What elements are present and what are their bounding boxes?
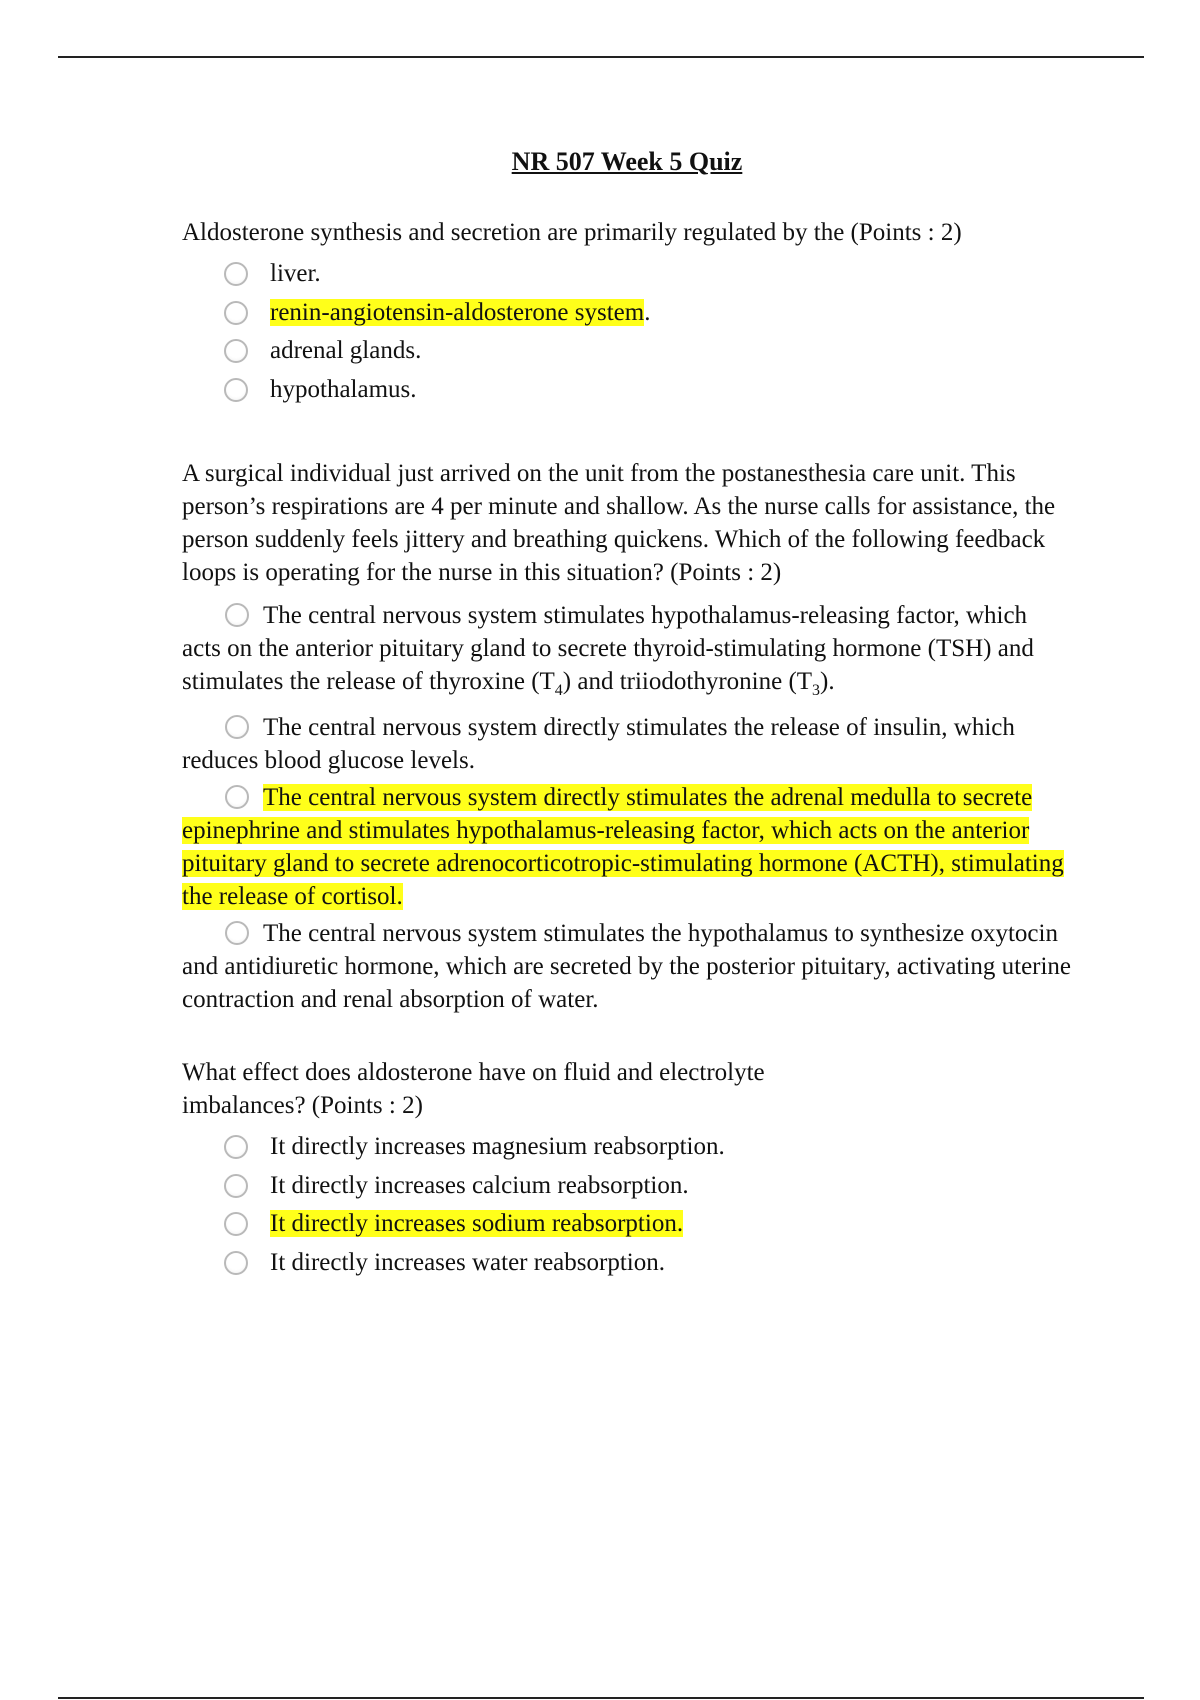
- question-1-option-b[interactable]: [182, 294, 1072, 333]
- option-label-highlighted: The central nervous system directly stimulates the adrenal medulla to secrete epinephrine and stimulates hypothalamus-releasing factor, which acts on the anterior pituitary gland to secrete adrenocorticotropic-stimulating hormone (ACTH), stimulating the release of cortisol.: [182, 784, 1064, 910]
- radio-button-icon[interactable]: [225, 785, 249, 809]
- page-title: NR 507 Week 5 Quiz: [511, 147, 743, 176]
- question-1-option-d[interactable]: [182, 371, 1072, 410]
- option-label-end: ).: [820, 668, 835, 695]
- option-label-period: .: [644, 298, 651, 326]
- radio-button-icon[interactable]: [224, 1174, 248, 1198]
- question-3: [182, 1056, 1072, 1282]
- question-2: [182, 457, 1072, 1016]
- radio-button-icon[interactable]: [225, 921, 249, 945]
- question-1: [182, 216, 1072, 409]
- option-label-highlighted: renin-angiotensin-aldosterone system: [270, 298, 645, 326]
- option-label: adrenal glands.: [270, 337, 422, 364]
- question-2-prompt: A surgical individual just arrived on the unit from the postanesthesia care unit. This person’s respirations are 4 per minute and shallow. As the nurse calls for assistance, the person suddenly feels jittery and breathing quickens. Which of the following feedback loops is operating for the nurse in this situation? (Points : 2): [182, 460, 1056, 586]
- question-1-option-a[interactable]: [182, 255, 1072, 294]
- option-label-highlighted: It directly increases sodium reabsorption.: [270, 1210, 684, 1237]
- question-2-option-a[interactable]: [182, 599, 1072, 707]
- question-1-option-c[interactable]: [182, 332, 1072, 371]
- bottom-rule: [58, 1697, 1144, 1699]
- question-2-option-b[interactable]: [182, 711, 1072, 777]
- question-2-option-c[interactable]: [182, 781, 1072, 913]
- subscript-4: 4: [554, 682, 563, 699]
- option-label: hypothalamus.: [270, 375, 417, 403]
- question-3-options: [182, 1128, 1072, 1282]
- subscript-3: 3: [812, 682, 821, 699]
- radio-button-icon[interactable]: [224, 1212, 248, 1236]
- quiz-document: [182, 145, 1072, 1318]
- question-2-options: [182, 599, 1072, 1016]
- option-label: It directly increases calcium reabsorption.: [270, 1171, 689, 1199]
- question-1-prompt: Aldosterone synthesis and secretion are primarily regulated by the (Points : 2): [182, 219, 962, 246]
- option-label: It directly increases magnesium reabsorption.: [270, 1133, 725, 1160]
- question-3-option-b[interactable]: [182, 1167, 1072, 1206]
- radio-button-icon[interactable]: [224, 262, 248, 286]
- option-label: The central nervous system stimulates the hypothalamus to synthesize oxytocin and antidiuretic hormone, which are secreted by the posterior pituitary, activating uterine contraction and renal absorption of water.: [182, 920, 1072, 1013]
- option-label: The central nervous system directly stimulates the release of insulin, which reduces blood glucose levels.: [182, 714, 1015, 774]
- option-label-cont: ) and triiodothyronine (T: [562, 668, 813, 695]
- option-label: The central nervous system stimulates hypothalamus-releasing factor, which acts on the anterior pituitary gland to secrete thyroid-stimulating hormone (TSH) and stimulates the release of thyroxine (T: [182, 602, 1034, 695]
- radio-button-icon[interactable]: [225, 603, 249, 627]
- radio-button-icon[interactable]: [224, 378, 248, 402]
- question-2-option-d[interactable]: [182, 917, 1072, 1016]
- radio-button-icon[interactable]: [225, 715, 249, 739]
- radio-button-icon[interactable]: [224, 1135, 248, 1159]
- option-label: It directly increases water reabsorption.: [270, 1248, 665, 1276]
- radio-button-icon[interactable]: [224, 301, 248, 325]
- question-3-option-d[interactable]: [182, 1244, 1072, 1283]
- top-rule: [58, 56, 1144, 58]
- question-3-prompt: What effect does aldosterone have on fluid and electrolyte imbalances? (Points : 2): [182, 1059, 765, 1119]
- radio-button-icon[interactable]: [224, 339, 248, 363]
- question-3-option-a[interactable]: [182, 1128, 1072, 1167]
- option-label: liver.: [270, 260, 321, 287]
- question-3-option-c[interactable]: [182, 1205, 1072, 1244]
- question-1-options: [182, 255, 1072, 409]
- radio-button-icon[interactable]: [224, 1251, 248, 1275]
